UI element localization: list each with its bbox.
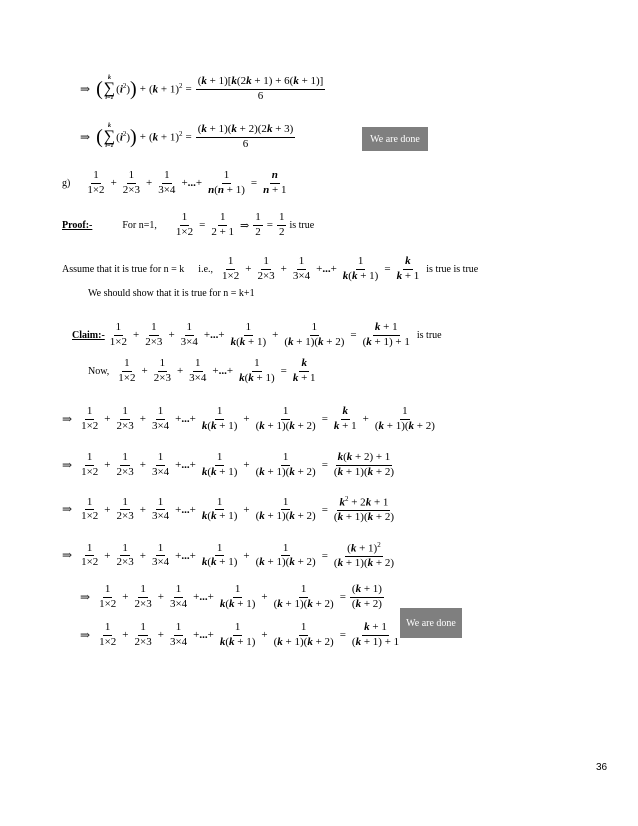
claim-label: Claim:-: [72, 329, 105, 341]
part-g-statement: g) $\frac{1}{1\times 2}$ + $\frac{1}{2\times 3}$ + $\frac{1}{3\times 4}$ +...+ $\frac{1}{n(n + 1)}$ = $\frac{n}{n + 1}$: [62, 169, 287, 196]
claim-line: Claim:- $\frac{1}{1\times 2}$ + $\frac{1}{2\times 3}$ + $\frac{1}{3\times 4}$ +...+ $\frac{1}{k(k + 1)}$ + $\frac{1}{(k + 1)(k + 2)}$ = $\frac{k + 1}{(k + 1) + 1}$ is true: [72, 321, 442, 348]
summation: k ∑ i=1: [103, 123, 116, 150]
fraction: $\frac{(k + 1)[k(2k + 1) + 6(k + 1)]}{6}$: [197, 75, 324, 102]
equation-line-1: ⇒ ( k ∑ i=1 $(i^2)$ ) + $(k + 1)^2$ = $\frac{(k + 1)[k(2k + 1) + 6(k + 1)]}{6}$: [80, 75, 324, 102]
step-1: ⇒ $\frac{1}{1\times 2}$ + $\frac{1}{2\times 3}$ + $\frac{1}{3\times 4}$ +...+ $\frac{1}{k(k + 1)}$ + $\frac{1}{(k + 1)(k + 2)}$ = $\frac{k}{k + 1}$ + $\frac{1}{(k + 1)(k + 2)}$: [62, 405, 435, 432]
should-show-line: We should show that it is true for n = k+1: [88, 288, 255, 299]
step-5: ⇒ $\frac{1}{1\times 2}$ + $\frac{1}{2\times 3}$ + $\frac{1}{3\times 4}$ +...+ $\frac{1}{k(k + 1)}$ + $\frac{1}{(k + 1)(k + 2)}$ = $\frac{(k + 1)}{(k + 2)}$: [80, 583, 382, 610]
proof-label: Proof:-: [62, 219, 93, 231]
implies-arrow: ⇒: [80, 81, 91, 96]
step-4: ⇒ $\frac{1}{1\times 2}$ + $\frac{1}{2\times 3}$ + $\frac{1}{3\times 4}$ +...+ $\frac{1}{k(k + 1)}$ + $\frac{1}{(k + 1)(k + 2)}$ = $\frac{(k + 1)^2}{(k + 1)(k + 2)}$: [62, 541, 394, 570]
step-2: ⇒ $\frac{1}{1\times 2}$ + $\frac{1}{2\times 3}$ + $\frac{1}{3\times 4}$ +...+ $\frac{1}{k(k + 1)}$ + $\frac{1}{(k + 1)(k + 2)}$ = $\frac{k(k + 2) + 1}{(k + 1)(k + 2)}$: [62, 451, 394, 478]
page-number: 36: [596, 762, 608, 773]
part-label: g): [62, 177, 71, 189]
we-are-done-badge: We are done: [362, 127, 428, 151]
equation-line-2: ⇒ ( k ∑ i=1 $(i^2)$ ) + $(k + 1)^2$ = $\frac{(k + 1)(k + 2)(2k + 3)}{6}$: [80, 123, 294, 150]
now-line: Now, $\frac{1}{1\times 2}$ + $\frac{1}{2\times 3}$ + $\frac{1}{3\times 4}$ +...+ $\frac{1}{k(k + 1)}$ = $\frac{k}{k + 1}$: [88, 357, 316, 384]
we-are-done-badge-final: We are done: [400, 608, 462, 638]
summation: k ∑ i=1: [103, 75, 116, 102]
fraction: $\frac{(k + 1)(k + 2)(2k + 3)}{6}$: [197, 123, 294, 150]
implies-arrow: ⇒: [80, 129, 91, 144]
proof-line: Proof:- For n=1, $\frac{1}{1\times 2}$ = $\frac{1}{2 + 1}$ ⇒ $\frac{1}{2}$ = $\frac{1}{2}$ is true: [62, 211, 315, 238]
assumption-line: Assume that it is true for n = k i.e., $\frac{1}{1\times 2}$ + $\frac{1}{2\times 3}$ + $\frac{1}{3\times 4}$ +...+ $\frac{1}{k(k + 1)}$ = $\frac{k}{k + 1}$ is true is true: [62, 255, 479, 282]
step-6: ⇒ $\frac{1}{1\times 2}$ + $\frac{1}{2\times 3}$ + $\frac{1}{3\times 4}$ +...+ $\frac{1}{k(k + 1)}$ + $\frac{1}{(k + 1)(k + 2)}$ = $\frac{k + 1}{(k + 1) + 1}$: [80, 621, 400, 648]
step-3: ⇒ $\frac{1}{1\times 2}$ + $\frac{1}{2\times 3}$ + $\frac{1}{3\times 4}$ +...+ $\frac{1}{k(k + 1)}$ + $\frac{1}{(k + 1)(k + 2)}$ = $\frac{k^2 + 2k + 1}{(k + 1)(k + 2)}$: [62, 495, 394, 524]
